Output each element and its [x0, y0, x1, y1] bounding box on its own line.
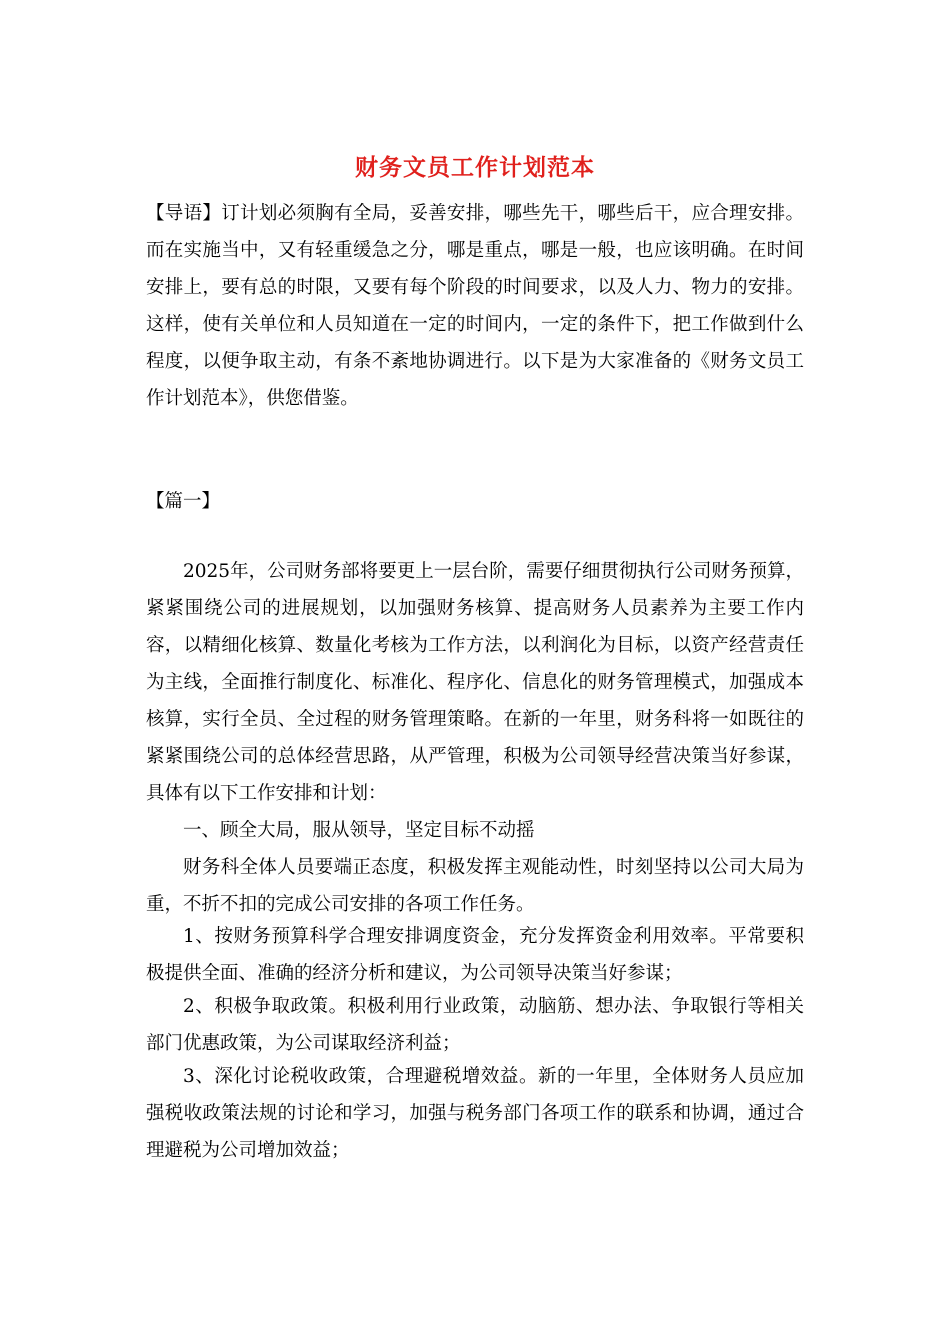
body-paragraph: 财务科全体人员要端正态度，积极发挥主观能动性，时刻坚持以公司大局为重，不折不扣的完成公司安排的各项工作任务。	[146, 857, 804, 915]
intro-paragraph: 【导语】订计划必须胸有全局，妥善安排，哪些先干，哪些后干，应合理安排。而在实施当中，又有轻重缓急之分，哪是重点，哪是一般，也应该明确。在时间安排上，要有总的时限，又要有每个阶段的时间要求，以及人力、物力的安排。这样，使有关单位和人员知道在一定的时间内，一定的条件下，把工作做到什么程度，以便争取主动，有条不紊地协调进行。以下是为大家准备的《财务文员工作计划范本》，供您借鉴。	[146, 203, 804, 409]
section-label: 【篇一】	[146, 491, 221, 512]
list-item: 3、深化讨论税收政策，合理避税增效益。新的一年里，全体财务人员应加强税收政策法规的讨论和学习，加强与税务部门各项工作的联系和协调，通过合理避税为公司增加效益；	[146, 1066, 804, 1161]
section-heading: 一、顾全大局，服从领导，坚定目标不动摇	[183, 820, 535, 841]
list-item: 1、按财务预算科学合理安排调度资金，充分发挥资金利用效率。平常要积极提供全面、准确的经济分析和建议，为公司领导决策当好参谋；	[146, 926, 804, 984]
document-title: 财务文员工作计划范本	[355, 154, 595, 181]
body-paragraph: 2025年，公司财务部将要更上一层台阶，需要仔细贯彻执行公司财务预算，紧紧围绕公司的进展规划，以加强财务核算、提高财务人员素养为主要工作内容，以精细化核算、数量化考核为工作方法，以利润化为目标，以资产经营责任为主线，全面推行制度化、标准化、程序化、信息化的财务管理模式，加强成本核算，实行全员、全过程的财务管理策略。在新的一年里，财务科将一如既往的紧紧围绕公司的总体经营思路，从严管理，积极为公司领导经营决策当好参谋，具体有以下工作安排和计划：	[146, 561, 804, 804]
list-item: 2、积极争取政策。积极利用行业政策，动脑筋、想办法、争取银行等相关部门优惠政策，为公司谋取经济利益；	[146, 996, 804, 1054]
